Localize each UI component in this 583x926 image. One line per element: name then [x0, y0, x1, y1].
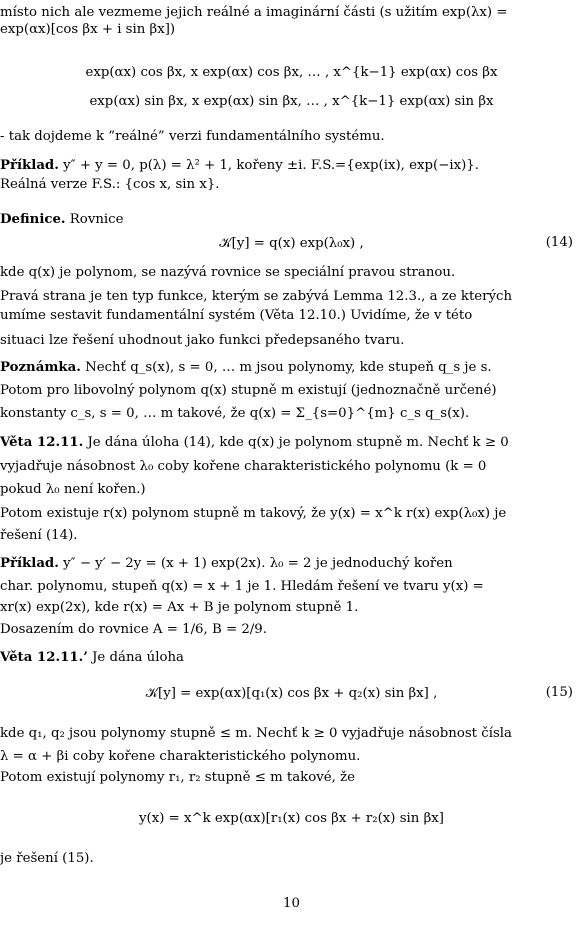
display-math-sin: exp(αx) sin βx, x exp(αx) sin βx, … , x^{k−1} exp(αx) sin βx — [89, 94, 494, 109]
text-line-8: kde q₁, q₂ jsou polynomy stupně ≤ m. Nechť k ≥ 0 vyjadřuje násobnost čísla — [0, 726, 512, 741]
equation-number-15: (15) — [545, 685, 573, 700]
remark-line-2: Potom pro libovolný polynom q(x) stupně m existují (jednoznačně určené) — [0, 383, 497, 398]
theorem-1211-line-3: pokud λ₀ není kořen.) — [0, 482, 146, 497]
example-2-line-1 — [0, 555, 453, 572]
example-label: Příklad. — [0, 158, 59, 173]
text-line-4: kde q(x) je polynom, se nazývá rovnice se speciální pravou stranou. — [0, 265, 456, 280]
theorem-label: Věta 12.11.’ — [0, 650, 88, 665]
example-2-line-2: char. polynomu, stupeň q(x) = x + 1 je 1. Hledám řešení ve tvaru y(x) = — [0, 579, 484, 594]
text-line-11: je řešení (15). — [0, 851, 94, 866]
theorem-text: Je dána úloha — [92, 650, 184, 665]
equation-number-14: (14) — [545, 235, 573, 250]
text-line-7: situaci lze řešení uhodnout jako funkci předepsaného tvaru. — [0, 333, 405, 348]
theorem-1211-line-2: vyjadřuje násobnost λ₀ coby kořene charakteristického polynomu (k = 0 — [0, 459, 487, 474]
text-line-3: - tak dojdeme k ”reálné” verzi fundamentálního systému. — [0, 129, 385, 144]
theorem-1211-line-1 — [0, 434, 509, 451]
display-math-solution: y(x) = x^k exp(αx)[r₁(x) cos βx + r₂(x) sin βx] — [139, 811, 444, 826]
theorem-1211-line-5: řešení (14). — [0, 528, 78, 543]
page-number: 10 — [283, 896, 300, 911]
example-2-line-4: Dosazením do rovnice A = 1/6, B = 2/9. — [0, 622, 267, 637]
theorem-1211b-line-1 — [0, 649, 184, 666]
equation-15: 𝒦[y] = exp(αx)[q₁(x) cos βx + q₂(x) sin βx] , — [145, 686, 438, 701]
remark-line-1 — [0, 359, 492, 376]
theorem-text: Je dána úloha (14), kde q(x) je polynom stupně m. Nechť k ≥ 0 — [87, 435, 509, 450]
example-1-line-2: Reálná verze F.S.: {cos x, sin x}. — [0, 177, 220, 192]
example-text: y″ + y = 0, p(λ) = λ² + 1, kořeny ±i. F.S.={exp(ix), exp(−ix)}. — [63, 158, 479, 173]
theorem-label: Věta 12.11. — [0, 435, 84, 450]
text-line-6: umíme sestavit fundamentální systém (Věta 12.10.) Uvidíme, že v této — [0, 308, 473, 323]
remark-text: Nechť q_s(x), s = 0, … m jsou polynomy, kde stupeň q_s je s. — [85, 360, 492, 375]
example-text: y″ − y′ − 2y = (x + 1) exp(2x). λ₀ = 2 je jednoduchý kořen — [63, 556, 453, 571]
equation-14: 𝒦[y] = q(x) exp(λ₀x) , — [219, 236, 364, 251]
text-line-2: exp(αx)[cos βx + i sin βx]) — [0, 22, 176, 37]
remark-label: Poznámka. — [0, 360, 81, 375]
example-label: Příklad. — [0, 556, 59, 571]
example-1-line-1 — [0, 157, 479, 174]
text-line-5: Pravá strana je ten typ funkce, kterým se zabývá Lemma 12.3., a ze kterých — [0, 289, 513, 304]
definition-text: Rovnice — [69, 212, 124, 227]
definition-line — [0, 211, 123, 228]
display-math-cos: exp(αx) cos βx, x exp(αx) cos βx, … , x^{k−1} exp(αx) cos βx — [85, 65, 498, 80]
text-line-9: λ = α + βi coby kořene charakteristického polynomu. — [0, 749, 361, 764]
remark-line-3: konstanty c_s, s = 0, … m takové, že q(x) = Σ_{s=0}^{m} c_s q_s(x). — [0, 406, 470, 421]
example-2-line-3: xr(x) exp(2x), kde r(x) = Ax + B je polynom stupně 1. — [0, 600, 359, 615]
definition-label: Definice. — [0, 212, 66, 227]
text-line-10: Potom existují polynomy r₁, r₂ stupně ≤ m takové, že — [0, 770, 355, 785]
text-line-1: místo nich ale vezmeme jejich reálné a imaginární části (s užitím exp(λx) = — [0, 5, 508, 20]
theorem-1211-line-4: Potom existuje r(x) polynom stupně m takový, že y(x) = x^k r(x) exp(λ₀x) je — [0, 506, 507, 521]
